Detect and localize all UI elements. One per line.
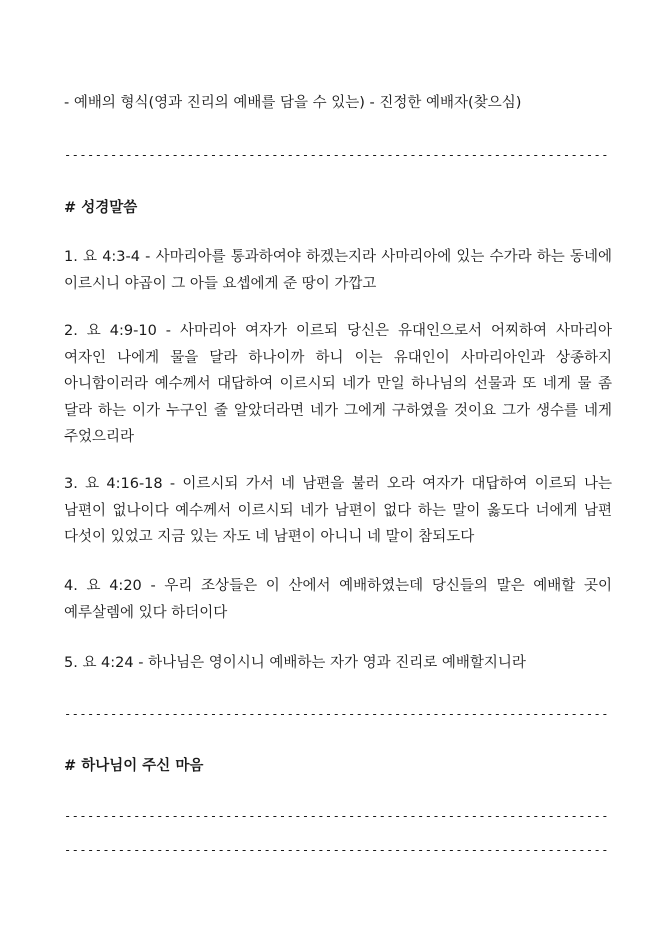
divider-4: -----------------------------------------------------------------------: [64, 843, 609, 857]
verse-4: 4. 요 4:20 - 우리 조상들은 이 산에서 예배하였는데 당신들의 말은 예배할 곳이 예루살렘에 있다 하더이다: [64, 578, 612, 621]
heart-heading: # 하나님이 주신 마음: [64, 758, 204, 774]
verse-1: 1. 요 4:3-4 - 사마리아를 통과하여야 하겠는지라 사마리아에 있는 수가라 하는 동네에 이르시니 야곱이 그 아들 요셉에게 준 땅이 가깝고: [64, 249, 612, 292]
intro-line: - 예배의 형식(영과 진리의 예배를 담을 수 있는) - 진정한 예배자(찾으심): [64, 95, 522, 111]
divider-2: -----------------------------------------------------------------------: [64, 707, 609, 721]
divider-3: -----------------------------------------------------------------------: [64, 809, 609, 823]
verse-5: 5. 요 4:24 - 하나님은 영이시니 예배하는 자가 영과 진리로 예배할지니라: [64, 655, 526, 671]
verse-2: 2. 요 4:9-10 - 사마리아 여자가 이르되 당신은 유대인으로서 어찌하여 사마리아 여자인 나에게 물을 달라 하나이까 하니 이는 유대인이 사마리아인과 상종하지 아니함이러라 예수께서 대답하여 이르시되 네가 만일 하나님의 선물과 또 네게 물 좀 달라 하는 이가 누구인 줄 알았더라면 네가 그에게 구하였을 것이요 그가 생수를 네게 주었으리라: [64, 323, 612, 445]
verse-3: 3. 요 4:16-18 - 이르시되 가서 네 남편을 불러 오라 여자가 대답하여 이르되 나는 남편이 없나이다 예수께서 이르시되 네가 남편이 없다 하는 말이 옳도다 너에게 남편 다섯이 있었고 지금 있는 자도 네 남편이 아니니 네 말이 참되도다: [64, 476, 612, 545]
scripture-heading: # 성경말씀: [64, 200, 138, 216]
divider-1: -----------------------------------------------------------------------: [64, 148, 609, 162]
